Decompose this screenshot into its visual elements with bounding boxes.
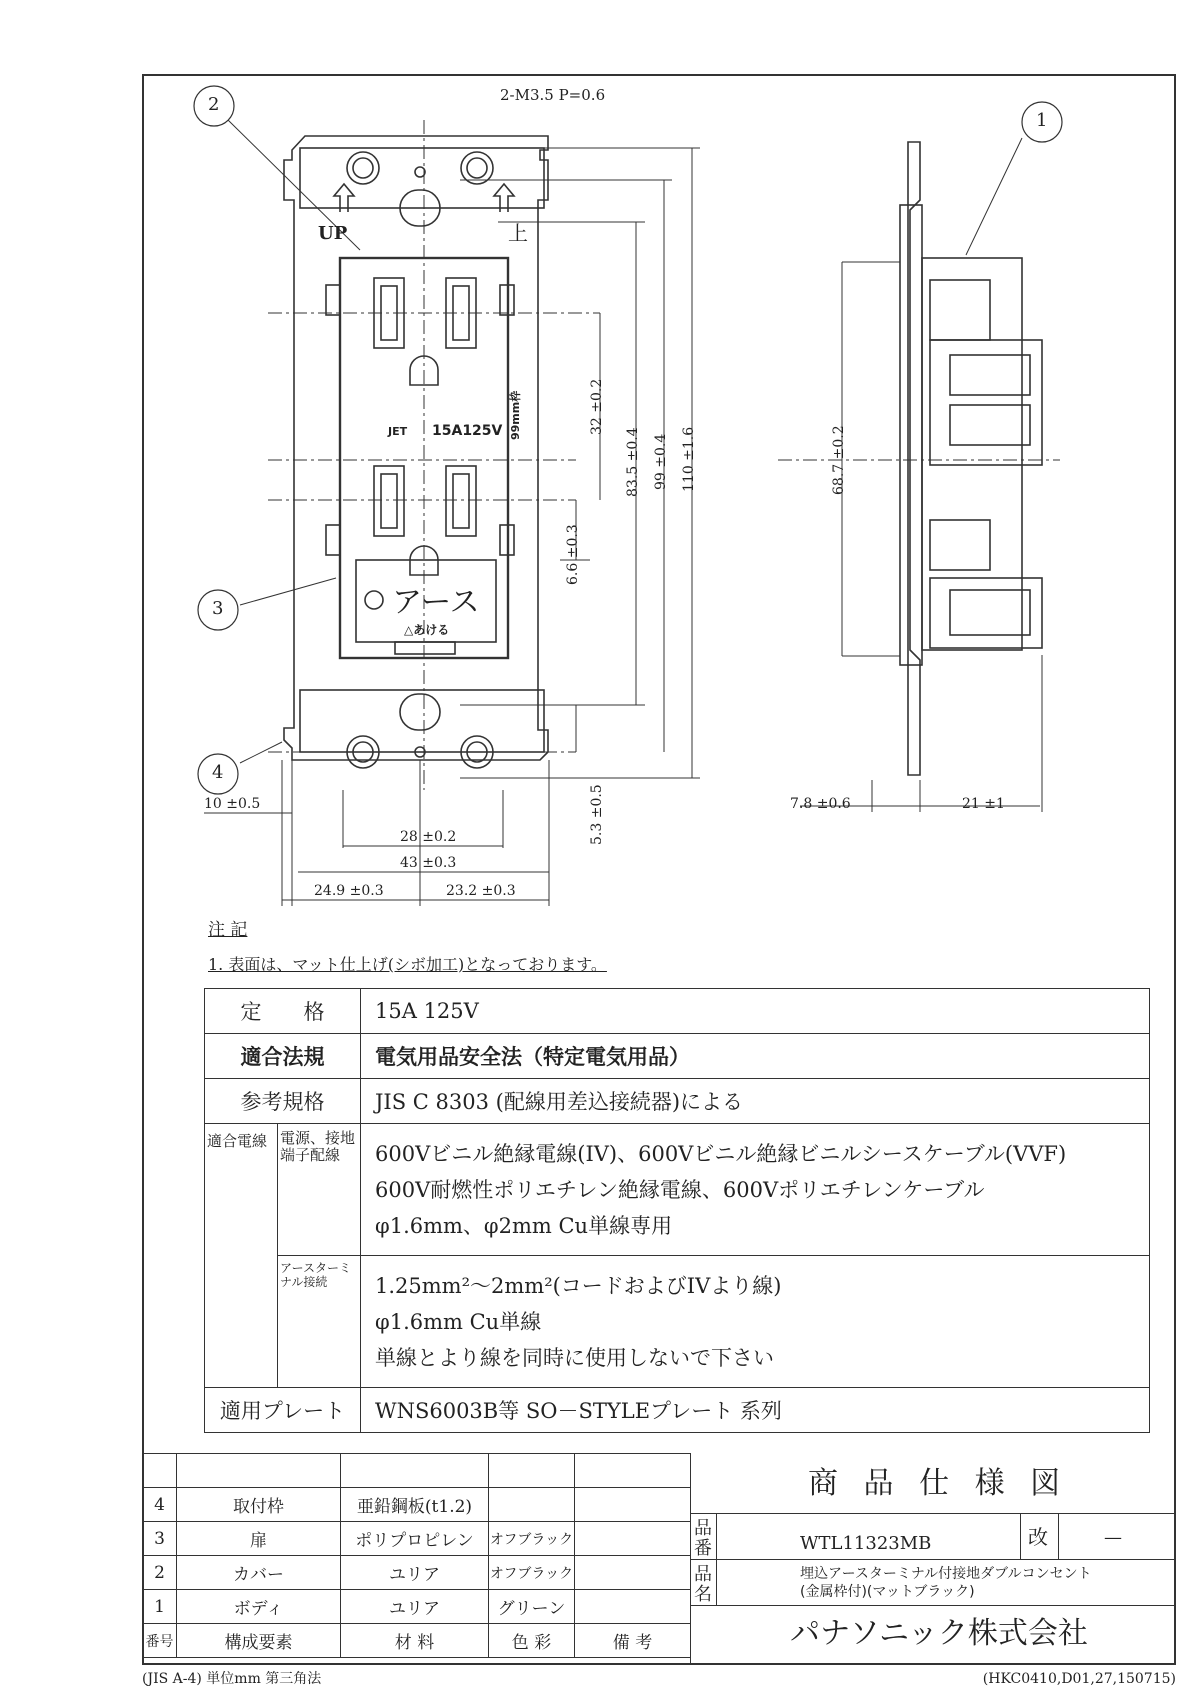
- notes-title: 注 記: [208, 920, 248, 940]
- dim-7-8: 7.8 ±0.6: [790, 796, 851, 812]
- table-row: [143, 1590, 691, 1624]
- header-material: 材 料: [341, 1624, 489, 1658]
- dim-21: 21 ±1: [962, 796, 1005, 812]
- callout-3: 3: [212, 598, 224, 619]
- dim-23-2: 23.2 ±0.3: [446, 883, 516, 899]
- screw-spec: 2-M3.5 P=0.6: [500, 86, 606, 104]
- spec-table: [204, 988, 1150, 1433]
- parts-header-row: [143, 1624, 691, 1658]
- part-number: WTL11323MB: [800, 1533, 932, 1554]
- ue-label: 上: [508, 221, 528, 245]
- dim-10: 10 ±0.5: [204, 796, 261, 812]
- revision-label: 改: [1028, 1525, 1048, 1549]
- part-name: 扉: [177, 1522, 341, 1556]
- product-name-2: (金属枠付)(マットブラック): [800, 1584, 975, 1600]
- wire-power-line-3: φ1.6mm、φ2mm Cu単線専用: [375, 1213, 673, 1238]
- part-material: ユリア: [341, 1590, 489, 1624]
- part-material: 亜鉛鋼板(t1.2): [341, 1488, 489, 1522]
- parts-table: [142, 1453, 691, 1658]
- part-no: 2: [143, 1556, 177, 1590]
- callout-4: 4: [212, 762, 224, 783]
- company-name: パナソニック株式会社: [790, 1616, 1088, 1651]
- dim-68-7: 68.7 ±0.2: [831, 425, 847, 495]
- open-label: △あける: [404, 623, 450, 637]
- part-no-label: 品番: [694, 1518, 712, 1559]
- part-note: [575, 1522, 691, 1556]
- wire-earth-line-2: φ1.6mm Cu単線: [375, 1309, 542, 1334]
- table-row: [143, 1488, 691, 1522]
- table-row: [143, 1522, 691, 1556]
- law-value: 電気用品安全法（特定電気用品）: [361, 1034, 1150, 1079]
- part-color: グリーン: [489, 1590, 575, 1624]
- wire-key: 適合電線: [205, 1124, 278, 1388]
- table-row: [143, 1556, 691, 1590]
- part-color: オフブラック: [489, 1556, 575, 1590]
- header-color: 色 彩: [489, 1624, 575, 1658]
- dim-110: 110 ±1.6: [681, 426, 697, 492]
- part-note: [575, 1488, 691, 1522]
- footer-scale: (JIS A-4) 単位mm 第三角法: [142, 1671, 322, 1687]
- up-label: UP: [318, 223, 348, 244]
- marking-pitch: 99mm枠: [509, 390, 522, 440]
- part-material: ユリア: [341, 1556, 489, 1590]
- part-material: ポリプロピレン: [341, 1522, 489, 1556]
- part-no: 3: [143, 1522, 177, 1556]
- wire-power-line-2: 600V耐燃性ポリエチレン絶縁電線、600Vポリエチレンケーブル: [375, 1177, 985, 1202]
- part-note: [575, 1590, 691, 1624]
- header-no: 番号: [143, 1624, 177, 1658]
- product-name-1: 埋込アースターミナル付接地ダブルコンセント: [800, 1566, 1092, 1582]
- wire-sub-power: 電源、接地端子配線: [278, 1124, 361, 1256]
- marking-jet: JET: [388, 425, 408, 438]
- wire-earth-values: [361, 1256, 1150, 1388]
- law-key: 適合法規: [205, 1034, 361, 1079]
- revision-value: —: [1104, 1527, 1122, 1548]
- part-name: 取付枠: [177, 1488, 341, 1522]
- rating-value: 15A 125V: [361, 989, 1150, 1034]
- dim-43: 43 ±0.3: [400, 855, 457, 871]
- part-color: [489, 1488, 575, 1522]
- title-block: [690, 1453, 1176, 1665]
- earth-label: アース: [392, 585, 480, 620]
- name-label: 品名: [694, 1564, 712, 1605]
- wire-earth-line-1: 1.25mm²～2mm²(コードおよびIVより線): [375, 1273, 782, 1298]
- plate-value: WNS6003B等 SO－STYLEプレート 系列: [361, 1388, 1150, 1433]
- part-note: [575, 1556, 691, 1590]
- notes-line-1: 1. 表面は、マット仕上げ(シボ加工)となっております。: [208, 955, 607, 974]
- marking-rating: 15A125V: [432, 423, 503, 439]
- plate-key: 適用プレート: [205, 1388, 361, 1433]
- dim-28: 28 ±0.2: [400, 829, 457, 845]
- footer-code: (HKC0410,D01,27,150715): [982, 1671, 1176, 1687]
- rating-key: 定 格: [205, 989, 361, 1034]
- part-name: カバー: [177, 1556, 341, 1590]
- header-note: 備 考: [575, 1624, 691, 1658]
- dim-32: 32 ±0.2: [589, 378, 605, 435]
- standard-value: JIS C 8303 (配線用差込接続器)による: [361, 1079, 1150, 1124]
- part-no: 4: [143, 1488, 177, 1522]
- callout-2: 2: [208, 94, 220, 115]
- dim-5-3: 5.3 ±0.5: [589, 784, 605, 845]
- wire-earth-line-3: 単線とより線を同時に使用しないで下さい: [375, 1345, 774, 1370]
- dim-6-6: 6.6 ±0.3: [565, 524, 581, 585]
- header-component: 構成要素: [177, 1624, 341, 1658]
- dim-99: 99 ±0.4: [653, 433, 669, 490]
- title: 商 品 仕 様 図: [808, 1466, 1069, 1501]
- part-no: 1: [143, 1590, 177, 1624]
- wire-sub-earth: アースターミナル接続: [278, 1256, 361, 1388]
- part-name: ボディ: [177, 1590, 341, 1624]
- wire-power-values: [361, 1124, 1150, 1256]
- standard-key: 参考規格: [205, 1079, 361, 1124]
- part-color: オフブラック: [489, 1522, 575, 1556]
- dim-83-5: 83.5 ±0.4: [625, 427, 641, 497]
- dim-24-9: 24.9 ±0.3: [314, 883, 384, 899]
- wire-power-line-1: 600Vビニル絶縁電線(IV)、600Vビニル絶縁ビニルシースケーブル(VVF): [375, 1141, 1067, 1166]
- callout-1: 1: [1036, 110, 1048, 131]
